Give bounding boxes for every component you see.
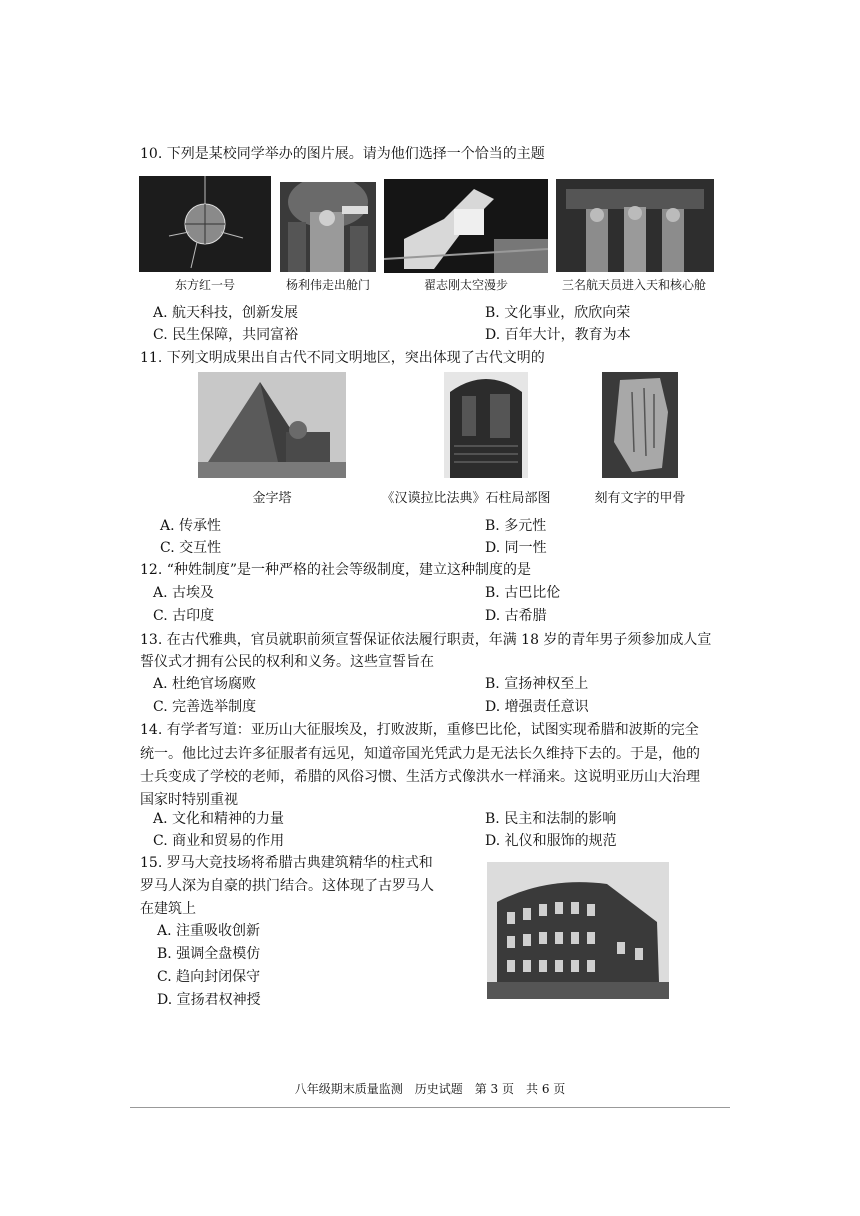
q10-option-c[interactable]: C. 民生保障，共同富裕 — [153, 327, 299, 343]
q15-option-d[interactable]: D. 宣扬君权神授 — [157, 992, 261, 1008]
q10-caption-1: 东方红一号 — [174, 278, 235, 292]
satellite-photo — [139, 176, 271, 272]
q11-caption-2: 《汉谟拉比法典》石柱局部图 — [381, 491, 551, 506]
q14-stem-line-4: 国家时特别重视 — [140, 792, 238, 808]
page-footer: 八年级期末质量监测 历史试题 第 3 页 共 6 页 — [294, 1082, 566, 1096]
q13-stem-line-2: 誓仪式才拥有公民的权利和义务。这些宣誓旨在 — [140, 654, 434, 670]
q14-stem-line-2: 统一。他比过去许多征服者有远见，知道帝国光凭武力是无法长久维持下去的。于是，他的 — [140, 746, 700, 762]
footer-divider — [130, 1107, 730, 1108]
astronaut-hatch-photo — [280, 182, 376, 272]
q11-option-b[interactable]: B. 多元性 — [485, 518, 547, 534]
q15-option-a[interactable]: A. 注重吸收创新 — [157, 923, 261, 939]
oracle-bone-photo — [602, 372, 678, 478]
q12-option-a[interactable]: A. 古埃及 — [153, 585, 215, 601]
q11-option-c[interactable]: C. 交互性 — [160, 540, 222, 556]
q14-option-a[interactable]: A. 文化和精神的力量 — [153, 811, 285, 827]
q12-option-c[interactable]: C. 古印度 — [153, 608, 215, 624]
q13-option-d[interactable]: D. 增强责任意识 — [485, 699, 589, 715]
q11-option-d[interactable]: D. 同一性 — [485, 540, 547, 556]
q10-option-a[interactable]: A. 航天科技，创新发展 — [153, 305, 299, 321]
q14-stem-line-1: 14. 有学者写道：亚历山大征服埃及，打败波斯，重修巴比伦，试图实现希腊和波斯的完全 — [140, 722, 699, 738]
q12-option-b[interactable]: B. 古巴比伦 — [485, 585, 561, 601]
colosseum-photo — [487, 862, 669, 999]
q14-option-d[interactable]: D. 礼仪和服饰的规范 — [485, 833, 617, 849]
q15-option-c[interactable]: C. 趋向封闭保守 — [157, 969, 261, 985]
q11-stem: 11. 下列文明成果出自古代不同文明地区，突出体现了古代文明的 — [140, 350, 545, 366]
tianhe-module-photo — [556, 179, 714, 272]
q12-stem: 12. “种姓制度”是一种严格的社会等级制度，建立这种制度的是 — [140, 562, 532, 578]
q11-option-a[interactable]: A. 传承性 — [160, 518, 222, 534]
pyramid-photo — [198, 372, 346, 478]
q13-option-a[interactable]: A. 杜绝官场腐败 — [153, 676, 257, 692]
q11-caption-3: 刻有文字的甲骨 — [594, 491, 686, 506]
q11-caption-1: 金字塔 — [252, 491, 292, 506]
q13-stem-line-1: 13. 在古代雅典，官员就职前须宣誓保证依法履行职责，年满 18 岁的青年男子须参加成人宣 — [140, 632, 712, 648]
q10-option-d[interactable]: D. 百年大计，教育为本 — [485, 327, 631, 343]
q10-caption-3: 翟志刚太空漫步 — [423, 278, 508, 292]
spacewalk-photo — [384, 179, 548, 273]
q10-stem: 10. 下列是某校同学举办的图片展。请为他们选择一个恰当的主题 — [140, 146, 545, 162]
q10-caption-2: 杨利伟走出舱门 — [285, 278, 370, 292]
q14-option-b[interactable]: B. 民主和法制的影响 — [485, 811, 617, 827]
q15-option-b[interactable]: B. 强调全盘模仿 — [157, 946, 261, 962]
hammurabi-stele-photo — [444, 372, 528, 478]
q15-stem-line-1: 15. 罗马大竞技场将希腊古典建筑精华的柱式和 — [140, 855, 433, 871]
q12-option-d[interactable]: D. 古希腊 — [485, 608, 547, 624]
q15-stem-line-3: 在建筑上 — [140, 901, 196, 917]
q13-option-c[interactable]: C. 完善选举制度 — [153, 699, 257, 715]
q10-caption-4: 三名航天员进入天和核心舱 — [561, 278, 706, 292]
q10-option-b[interactable]: B. 文化事业，欣欣向荣 — [485, 305, 631, 321]
q14-stem-line-3: 士兵变成了学校的老师，希腊的风俗习惯、生活方式像洪水一样涌来。这说明亚历山大治理 — [140, 769, 700, 785]
q13-option-b[interactable]: B. 宣扬神权至上 — [485, 676, 589, 692]
q15-stem-line-2: 罗马人深为自豪的拱门结合。这体现了古罗马人 — [140, 878, 434, 894]
q14-option-c[interactable]: C. 商业和贸易的作用 — [153, 833, 285, 849]
